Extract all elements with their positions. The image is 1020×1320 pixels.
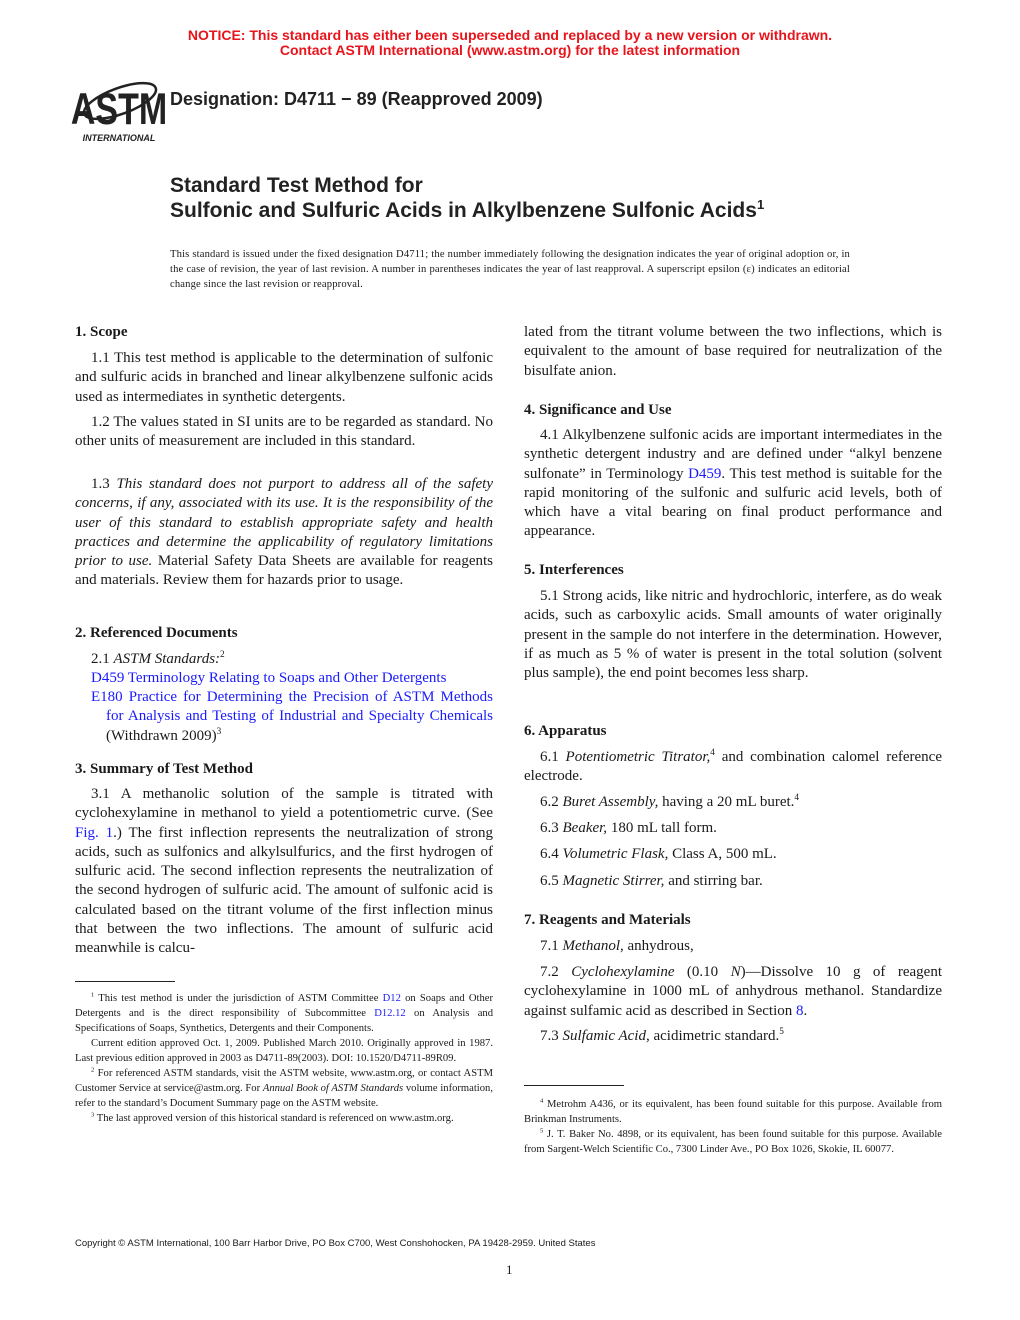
paragraph-4-1 <box>524 426 942 542</box>
italic-text: Annual Book of ASTM Standards <box>262 1083 404 1094</box>
notice-line-1: NOTICE: This standard has either been superseded and replaced by a new version or withdrawn. <box>187 27 833 43</box>
paragraph-6-1 <box>524 748 942 787</box>
footnote-1-edition <box>75 1036 493 1066</box>
text: Metrohm A436, or its equivalent, has been found suitable for this purpose. Available from Brinkman Instruments. <box>524 1099 942 1125</box>
footnote-ref: 5 <box>779 1027 784 1037</box>
footnote-ref: 2 <box>220 650 225 660</box>
text: and combination calomel reference electrode. <box>524 749 942 785</box>
section-heading-significance <box>524 401 942 420</box>
text: 6. Apparatus <box>524 723 607 739</box>
svg-text:INTERNATIONAL: INTERNATIONAL <box>82 133 156 143</box>
cross-reference-link[interactable]: D12.12 <box>374 1008 406 1019</box>
notice-line-2: Contact ASTM International (www.astm.org) for the latest information <box>279 42 741 58</box>
page-number: 1 <box>506 1262 513 1277</box>
footnote-1 <box>75 991 493 1036</box>
title-text: Sulfonic and Sulfuric Acids in Alkylbenzene Sulfonic Acids <box>170 199 757 222</box>
text: (Withdrawn 2009) <box>106 727 217 744</box>
italic-text: Cyclohexylamine <box>571 964 675 980</box>
cross-reference-link[interactable]: D12 <box>382 993 401 1004</box>
footnote-ref: 4 <box>540 1097 544 1105</box>
footnote-4 <box>524 1097 942 1127</box>
text: 5.1 Strong acids, like nitric and hydrochloric, interfere, as do weak acids, such as carboxylic acids. Small amounts of water originally present in the sample do not interfere in the determination. However, if as much as 5 % of water is present in the total solution (solvent plus sample), the end point becomes less sharp. <box>524 588 942 682</box>
text: 180 mL tall form. <box>607 820 717 836</box>
paragraph-1-1 <box>75 349 493 407</box>
cross-reference-link[interactable]: E180 Practice for Determining the Precision of ASTM Methods for Analysis and Testing of Industrial and Specialty Chemicals <box>91 689 493 725</box>
paragraph-3-1-continued <box>524 323 942 381</box>
title-footnote-ref: 1 <box>756 197 765 212</box>
text: acidimetric standard. <box>649 1028 780 1044</box>
text: having a 20 mL buret. <box>658 794 795 810</box>
text: Current edition approved Oct. 1, 2009. Published March 2010. Originally approved in 1987. Last previous edition approved in 2003 as D4711-89(2003). DOI: 10.1520/D4711-89R09. <box>75 1038 493 1064</box>
footnote-2 <box>75 1066 493 1111</box>
footnote-ref: 1 <box>91 991 95 999</box>
reference-d459 <box>75 669 493 688</box>
cross-reference-link[interactable]: D459 Terminology Relating to Soaps and Other Detergents <box>91 670 447 686</box>
footnote-ref: 3 <box>91 1111 95 1119</box>
text: 4. Significance and Use <box>524 402 672 418</box>
text: 5. Interferences <box>524 562 624 578</box>
footnotes-right <box>524 1097 942 1157</box>
section-heading-scope <box>75 323 493 342</box>
reference-e180 <box>75 688 493 746</box>
text: 1.1 This test method is applicable to the determination of sulfonic and sulfuric acids in branched and linear alkylbenzene sulfonic acids used as intermediates in synthetic detergents. <box>75 350 493 405</box>
italic-text: Magnetic Stirrer, <box>562 873 665 889</box>
text: on Soaps and Other Detergents and is the direct responsibility of Subcommittee <box>75 993 493 1019</box>
title-line-2 <box>170 199 764 223</box>
text: 3. Summary of Test Method <box>75 761 253 777</box>
footnote-divider-right <box>524 1085 624 1086</box>
footnote-ref: 5 <box>540 1127 544 1135</box>
designation: Designation: D4711 − 89 (Reapproved 2009) <box>170 89 543 109</box>
italic-text: Buret Assembly, <box>562 794 659 810</box>
footnote-ref: 2 <box>91 1066 95 1074</box>
footnotes-left <box>75 991 493 1126</box>
text: 6.2 <box>540 794 563 810</box>
section-heading-referenced-documents <box>75 624 493 643</box>
copyright-notice: Copyright © ASTM International, 100 Barr Harbor Drive, PO Box C700, West Conshohocken, PA 19428-2959. United States <box>75 1238 596 1249</box>
text: . <box>803 1002 808 1019</box>
text: 7.1 <box>540 938 563 954</box>
text: 2. Referenced Documents <box>75 625 238 641</box>
text: J. T. Baker No. 4898, or its equivalent, has been found suitable for this purpose. Available from Sargent-Welch Scientific Co., 7300 Linder Ave., PO Box 1026, Skokie, IL 60077. <box>524 1129 942 1155</box>
paragraph-6-2 <box>524 793 942 812</box>
text: and stirring bar. <box>664 873 763 889</box>
text: 6.1 <box>540 749 566 765</box>
text: 6.5 <box>540 873 563 889</box>
footnote-ref: 3 <box>216 726 222 737</box>
text: 1.3 <box>91 476 117 492</box>
paragraph-7-1 <box>524 937 942 956</box>
italic-text: N <box>730 964 741 980</box>
footnote-ref: 4 <box>794 793 800 803</box>
footnote-5 <box>524 1127 942 1157</box>
text: 7.3 <box>540 1028 563 1044</box>
cross-reference-link[interactable]: 8 <box>796 1002 804 1019</box>
italic-text: Sulfamic Acid, <box>562 1028 650 1044</box>
astm-logo <box>70 68 168 144</box>
section-heading-apparatus <box>524 722 942 741</box>
issuance-note: This standard is issued under the fixed designation D4711; the number immediately following the designation indicates the year of original adoption or, in the case of revision, the year of last revision. A number in parentheses indicates the year of last reapproval. A superscript epsilon (ε) indicates an editorial change since the last revision or reapproval. <box>170 249 850 290</box>
text: Class A, 500 mL. <box>668 846 777 862</box>
text: This test method is under the jurisdiction of ASTM Committee <box>94 993 383 1004</box>
italic-text: Volumetric Flask, <box>562 846 669 862</box>
paragraph-5-1 <box>524 587 942 683</box>
text: )—Dissolve 10 g of reagent cyclohexylamine in 1000 mL of anhydrous methanol. Standardize against sulfamic acid as described in Section <box>524 964 942 1019</box>
paragraph-6-3 <box>524 819 942 838</box>
paragraph-1-3 <box>75 475 493 591</box>
section-heading-reagents <box>524 911 942 930</box>
paragraph-6-4 <box>524 845 942 864</box>
italic-text: Methanol, <box>562 938 624 954</box>
text: (0.10 <box>674 964 731 980</box>
text: anhydrous, <box>623 938 694 954</box>
text: . This test method is suitable for the rapid monitoring of the sulfonic and sulfuric acid levels, both of which have a vital bearing on final product performance and appearance. <box>524 465 942 540</box>
paragraph-6-5 <box>524 872 942 891</box>
text: 1. Scope <box>75 324 128 340</box>
text: 3.1 A methanolic solution of the sample is titrated with cyclohexylamine in methanol to yield a potentiometric curve. (See <box>75 786 493 822</box>
text: lated from the titrant volume between the two inflections, which is equivalent to the amount of base required for neutralization of the bisulfate anion. <box>524 324 942 379</box>
paragraph-2-1 <box>75 650 493 669</box>
text: volume information, refer to the standard’s Document Summary page on the ASTM website. <box>75 1083 493 1109</box>
paragraph-7-2 <box>524 963 942 1021</box>
footnote-3 <box>75 1111 493 1126</box>
text: 7.2 <box>540 964 572 980</box>
footnote-divider-left <box>75 981 175 982</box>
text: 4.1 Alkylbenzene sulfonic acids are important intermediates in the synthetic detergent industry and are defined under “alkyl benzene sulfonate” in Terminology <box>524 427 942 482</box>
italic-text: Beaker, <box>562 820 608 836</box>
text: 6.3 <box>540 820 563 836</box>
section-heading-summary <box>75 760 493 779</box>
text: 1.2 The values stated in SI units are to be regarded as standard. No other units of measurement are included in this standard. <box>75 414 493 450</box>
text: 2.1 <box>91 651 114 667</box>
cross-reference-link[interactable]: D459 <box>688 465 722 482</box>
text: on Analysis and Specifications of Soaps, Synthetics, Detergents and their Components. <box>75 1008 493 1034</box>
cross-reference-link[interactable]: Fig. 1 <box>75 824 114 841</box>
italic-text: Potentiometric Titrator, <box>565 749 711 765</box>
italic-text: ASTM Standards: <box>113 651 221 667</box>
text: 7. Reagents and Materials <box>524 912 691 928</box>
text: For referenced ASTM standards, visit the ASTM website, www.astm.org, or contact ASTM Customer Service at service@astm.org. For <box>75 1068 493 1094</box>
paragraph-3-1 <box>75 785 493 959</box>
paragraph-7-3 <box>524 1027 942 1046</box>
text: Material Safety Data Sheets are available for reagents and materials. Review them for hazards prior to usage. <box>75 553 494 589</box>
text: .) The first inflection represents the neutralization of strong acids, such as sulfonics and alkylsulfurics, and the first hydrogen of sulfuric acid. The second inflection represents the neutralization of the second hydrogen of sulfuric acid. The amount of sulfonic acid is calculated based on the titrant volume of the first inflection minus that between the two inflections. The amount of sulfuric acid meanwhile is calcu- <box>75 824 493 957</box>
text: The last approved version of this historical standard is referenced on www.astm.org. <box>94 1113 454 1124</box>
italic-text: This standard does not purport to address all of the safety concerns, if any, associated with its use. It is the responsibility of the user of this standard to establish appropriate safety and health practices and determine the applicability of regulatory limitations prior to use. <box>75 476 494 570</box>
section-heading-interferences <box>524 561 942 580</box>
paragraph-1-2 <box>75 413 493 452</box>
svg-text:ASTM: ASTM <box>70 84 168 135</box>
text: 6.4 <box>540 846 563 862</box>
footnote-ref: 4 <box>710 748 715 758</box>
title-line-1: Standard Test Method for <box>170 174 423 197</box>
